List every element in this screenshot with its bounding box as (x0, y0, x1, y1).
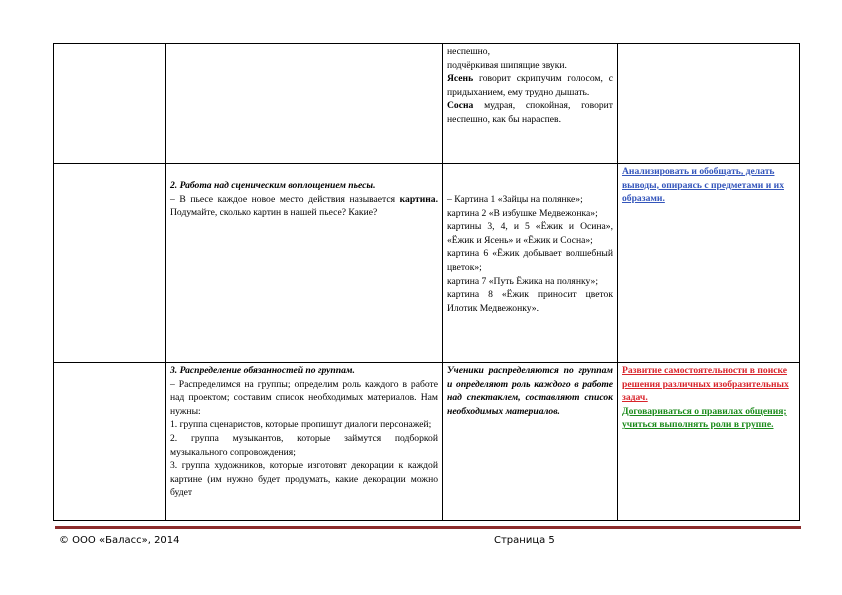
cell-line: картина 8 «Ёжик приносит цветок Илотик Медвежонку». (447, 289, 613, 314)
table-cell (443, 164, 618, 363)
cell-line: 1. группа сценаристов, которые пропишут диалоги персонажей; (170, 419, 432, 431)
table-cell (618, 363, 800, 521)
cell-line: подчёркивая шипящие звуки. (447, 59, 567, 71)
cell-line: картина 2 «В избушке Медвежонка»; (447, 207, 598, 219)
table-cell (618, 164, 800, 363)
bold-word: Ясень (447, 73, 474, 85)
lesson-table (53, 43, 800, 521)
footer-copyright: © ООО «Баласс», 2014 (59, 535, 180, 546)
text-span: – В пьесе каждое новое место действия называется (170, 193, 400, 205)
bold-word: Сосна (447, 100, 474, 112)
table-row (54, 363, 800, 521)
section-title: 2. Работа над сценическим воплощением пьесы. (170, 180, 376, 191)
cell-line: Ясень говорит скрипучим голосом, с придыханием, ему трудно дышать. (447, 73, 613, 98)
table-cell (166, 164, 443, 363)
table-cell (166, 363, 443, 521)
cell-line: – Распределимся на группы; определим роль каждого в работе над проектом; составим список необходимых материалов. Нам нужны: (170, 378, 438, 417)
table-cell (54, 44, 166, 164)
table-cell (166, 44, 443, 164)
section-title: 3. Распределение обязанностей по группам. (170, 365, 355, 376)
cell-text (170, 193, 438, 220)
cell-line: картины 3, 4, и 5 «Ёжик и Осина», «Ёжик и Ясень» и «Ёжик и Сосна»; (447, 221, 613, 246)
cell-line: 3. группа художников, которые изготовят декорации к каждой картине (им нужно будет продумать, какие декорации можно будет (170, 460, 438, 499)
table-cell (618, 44, 800, 164)
competency-text-green: Договариваться о правилах общения; учиться выполнять роли в группе. (622, 405, 787, 431)
cell-line: картина 7 «Путь Ёжика на полянку»; (447, 275, 598, 287)
table-row (54, 164, 800, 363)
cell-line: картина 6 «Ёжик добывает волшебный цветок»; (447, 248, 613, 273)
cell-line: неспешно, (447, 46, 490, 57)
footer-page-number: Страница 5 (494, 535, 555, 546)
cell-line: 2. группа музыкантов, которые займутся подборкой музыкального сопровождения; (170, 432, 438, 458)
student-activity: Ученики распределяются по группам и определяют роль каждого в работе над спектаклем, составляют список необходимых материалов. (447, 365, 613, 417)
competency-text-red: Развитие самостоятельности в поиске решения различных изобразительных задач. (622, 365, 789, 404)
footer-rule (55, 526, 801, 529)
table-cell (54, 164, 166, 363)
cell-line: – Картина 1 «Зайцы на полянке»; (447, 194, 583, 205)
table-cell (54, 363, 166, 521)
table-cell (443, 363, 618, 521)
cell-line: Сосна мудрая, спокойная, говорит неспешно, как бы нараспев. (447, 100, 613, 125)
text-span: Подумайте, сколько картин в нашей пьесе? Какие? (170, 207, 378, 219)
competency-text: Анализировать и обобщать, делать выводы, опираясь с предметами и их образами. (622, 166, 784, 205)
bold-term: картина. (399, 193, 438, 205)
table-row (54, 44, 800, 164)
table-cell (443, 44, 618, 164)
